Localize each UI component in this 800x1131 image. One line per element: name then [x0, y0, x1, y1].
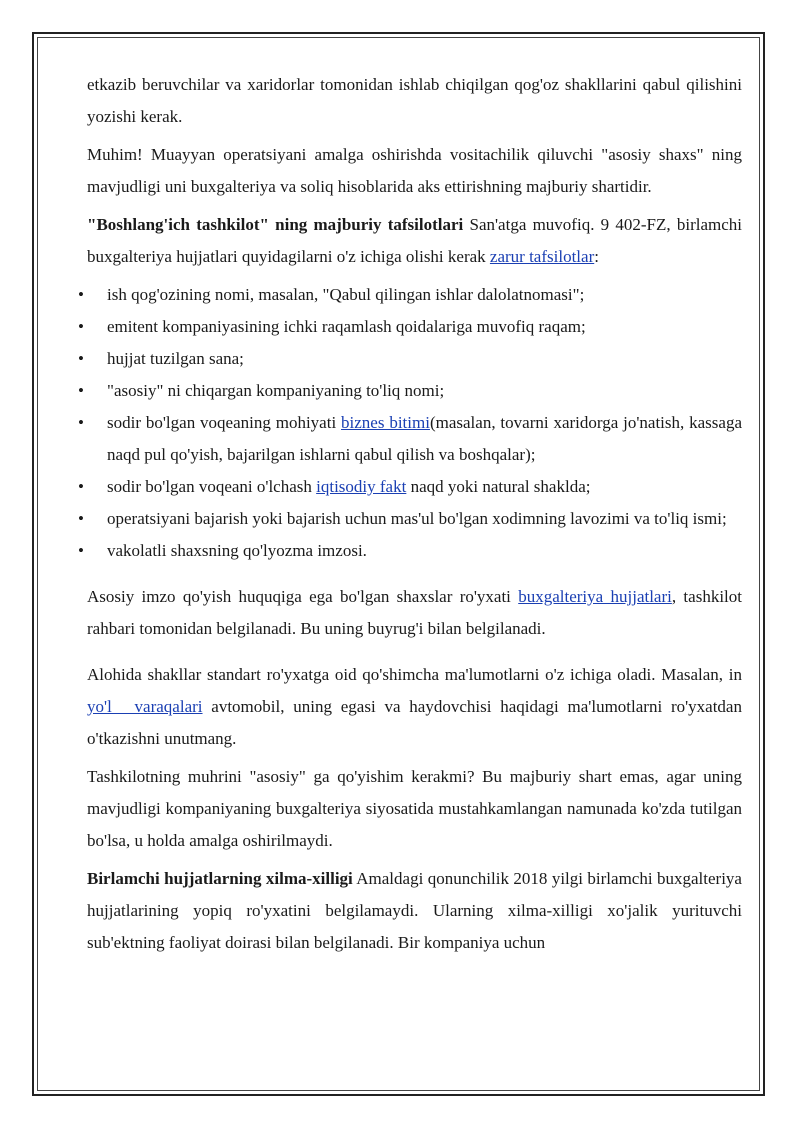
paragraph-4	[87, 581, 742, 645]
heading-required-details: "Boshlang'ich tashkilot" ning majburiy tafsilotlari	[87, 215, 464, 234]
list-item	[78, 535, 742, 567]
list-item-text: sodir bo'lgan voqeaning mohiyati	[107, 413, 342, 432]
document-body	[78, 69, 743, 965]
link-accounting-documents[interactable]: buxgalteriya hujjatlari	[518, 587, 672, 606]
paragraph-5	[87, 659, 742, 755]
paragraph-7	[87, 863, 742, 959]
paragraph-3	[87, 209, 742, 273]
list-item	[78, 503, 742, 535]
list-item	[78, 343, 742, 375]
list-item-text: sodir bo'lgan voqeani o'lchash	[107, 477, 317, 496]
bullet-icon: •	[78, 477, 84, 496]
paragraph-5-text: Alohida shakllar standart ro'yxatga oid qo'shimcha ma'lumotlarni o'z ichiga oladi. Masalan, in	[87, 665, 742, 684]
bullet-icon: •	[78, 349, 84, 368]
paragraph-5-end: avtomobil, uning egasi va haydovchisi haqidagi ma'lumotlarni ro'yxatdan o'tkazishni unutmang.	[87, 697, 742, 748]
paragraph-1: etkazib beruvchilar va xaridorlar tomonidan ishlab chiqilgan qog'oz shakllarini qabul qilishini yozishi kerak.	[87, 75, 742, 126]
link-business-transaction[interactable]: biznes bitimi	[341, 413, 430, 432]
paragraph-3-end: :	[594, 247, 599, 266]
list-item-text-end: (masalan, tovarni xaridorga jo'natish, kassaga naqd pul qo'yish, bajarilgan ishlarni qabul qilish va boshqalar);	[107, 413, 743, 464]
bullet-icon: •	[78, 413, 84, 432]
list-item-text: vakolatli shaxsning qo'lyozma imzosi.	[107, 541, 367, 560]
paragraph-3-text: San'atga muvofiq. 9 402-FZ, birlamchi buxgalteriya hujjatlari quyidagilarni o'z ichiga olishi kerak	[87, 215, 742, 266]
bullet-icon: •	[78, 509, 84, 528]
paragraph-6: Tashkilotning muhrini "asosiy" ga qo'yishim kerakmi? Bu majburiy shart emas, agar uning mavjudligi kompaniyaning buxgalteriya siyosatida mustahkamlangan namunada ko'zda tutilgan bo'lsa, u holda amalga oshirilmaydi.	[87, 767, 742, 850]
list-item-text: operatsiyani bajarish yoki bajarish uchun mas'ul bo'lgan xodimning lavozimi va to'liq ismi;	[107, 509, 727, 528]
paragraph-2: Muhim! Muayyan operatsiyani amalga oshirishda vositachilik qiluvchi "asosiy shaxs" ning mavjudligi uni buxgalteriya va soliq hisoblarida aks ettirishning majburiy shartidir.	[87, 145, 742, 196]
bullet-icon: •	[78, 541, 84, 560]
link-waybills[interactable]: yo'l varaqalari	[87, 697, 203, 716]
list-item	[78, 471, 742, 503]
list-item	[78, 311, 742, 343]
heading-document-variety: Birlamchi hujjatlarning xilma-xilligi	[87, 869, 353, 888]
list-item-text: emitent kompaniyasining ichki raqamlash qoidalariga muvofiq raqam;	[107, 317, 586, 336]
paragraph-4-end: , tashkilot rahbari tomonidan belgilanadi. Bu uning buyrug'i bilan belgilanadi.	[87, 587, 742, 638]
bullet-icon: •	[78, 381, 84, 400]
paragraph-4-text: Asosiy imzo qo'yish huquqiga ega bo'lgan shaxslar ro'yxati	[87, 587, 519, 606]
required-details-list	[78, 279, 743, 567]
paragraph-7-text: Amaldagi qonunchilik 2018 yilgi birlamchi buxgalteriya hujjatlarining yopiq ro'yxatini belgilamaydi. Ularning xilma-xilligi xo'jalik yurituvchi sub'ektning faoliyat doirasi bilan belgilanadi. Bir kompaniya uchun	[87, 869, 742, 952]
list-item	[78, 279, 742, 311]
list-item-text-end: naqd yoki natural shaklda;	[406, 477, 591, 496]
bullet-icon: •	[78, 285, 84, 304]
link-required-details[interactable]: zarur tafsilotlar	[489, 247, 595, 266]
list-item-text: ish qog'ozining nomi, masalan, "Qabul qilingan ishlar dalolatnomasi";	[107, 285, 585, 304]
list-item	[78, 407, 743, 471]
list-item-text: "asosiy" ni chiqargan kompaniyaning to'liq nomi;	[107, 381, 445, 400]
bullet-icon: •	[78, 317, 84, 336]
list-item-text: hujjat tuzilgan sana;	[107, 349, 244, 368]
link-economic-fact[interactable]: iqtisodiy fakt	[316, 477, 407, 496]
list-item	[78, 375, 742, 407]
